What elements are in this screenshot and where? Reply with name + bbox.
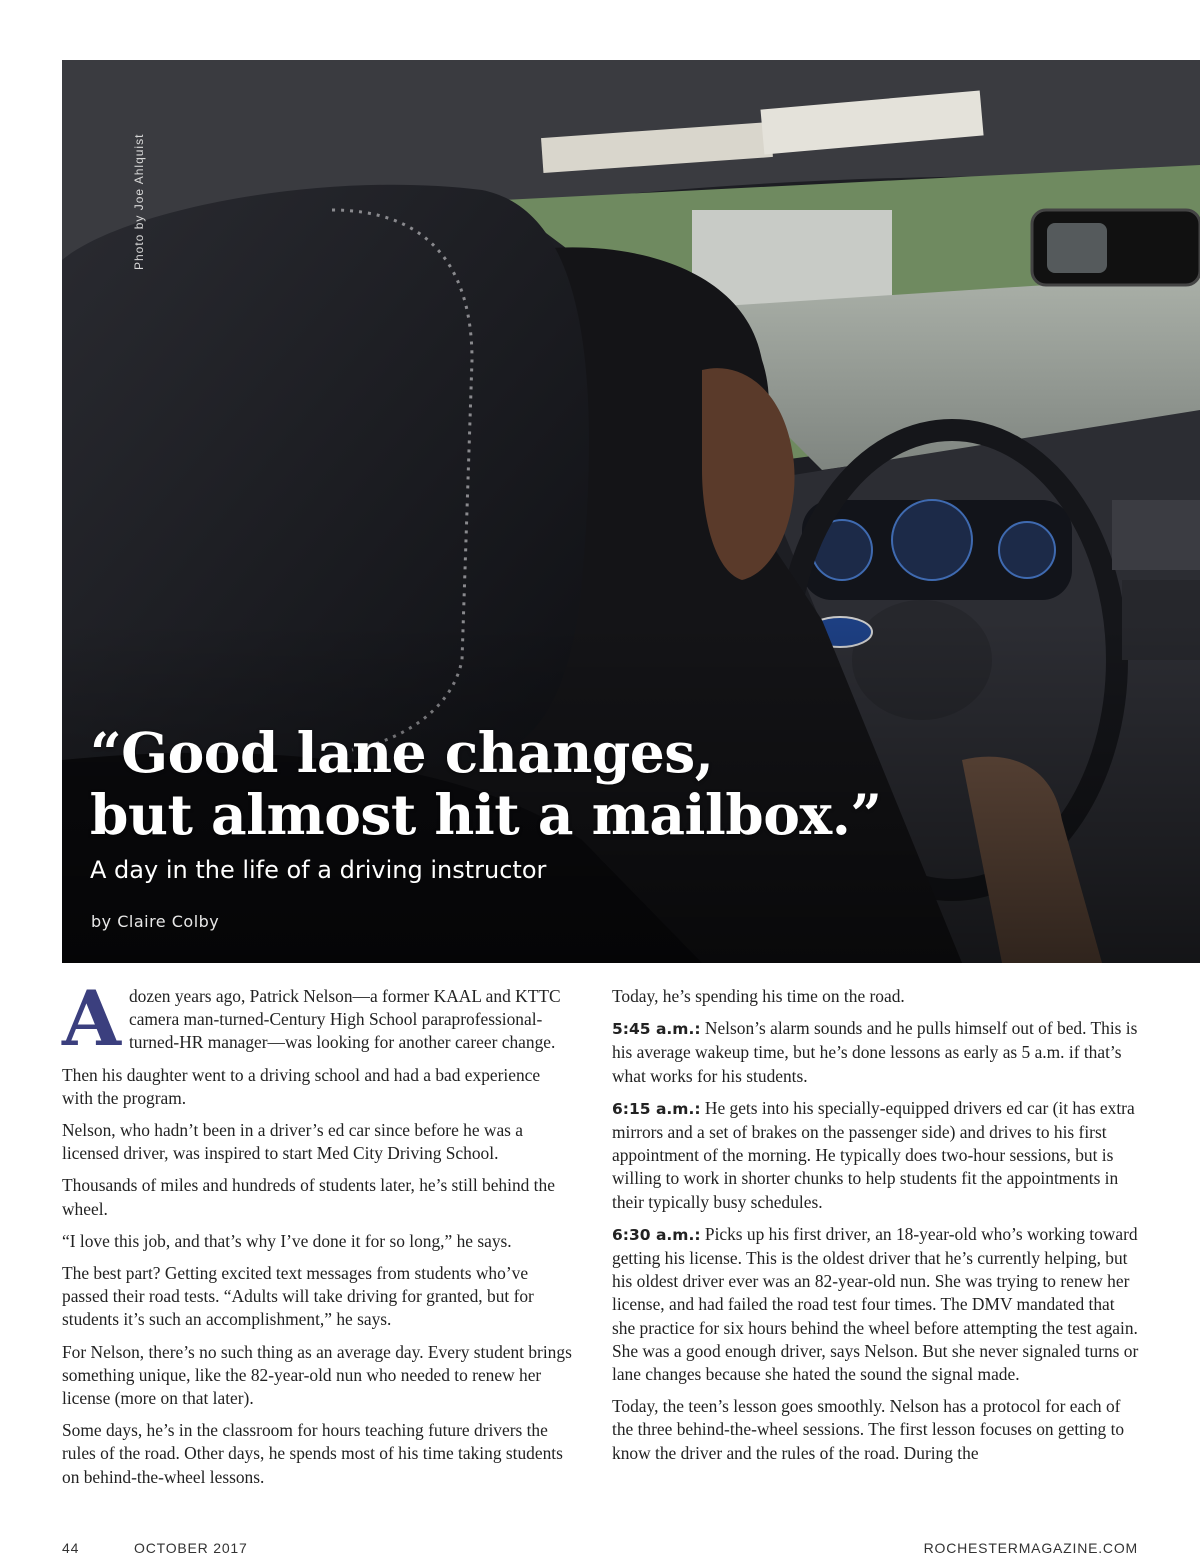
subhead: A day in the life of a driving instructor — [90, 856, 547, 884]
timestamp: 6:30 a.m.: — [612, 1225, 701, 1244]
photo-credit: Photo by Joe Ahlquist — [132, 133, 146, 270]
headline-line-2: but almost hit a mailbox.” — [90, 782, 882, 847]
paragraph: Today, he’s spending his time on the road. — [612, 986, 905, 1006]
headline — [90, 722, 1040, 846]
timestamp: 5:45 a.m.: — [612, 1020, 701, 1039]
paragraph: A dozen years ago, Patrick Nelson—a former KAAL and KTTC camera man-turned-Century High School paraprofessional-turned-HR manager—was looking for another career change. — [62, 974, 561, 1063]
paragraph: Thousands of miles and hundreds of students later, he’s still behind the wheel. — [62, 1175, 555, 1219]
paragraph: Today, the teen’s lesson goes smoothly. Nelson has a protocol for each of the three behind-the-wheel sessions. The first lesson focuses on getting to know the driver and the rules of the road. During the — [612, 1396, 1125, 1463]
drop-cap: A — [62, 974, 121, 1063]
timestamp: 6:15 a.m.: — [612, 1099, 701, 1118]
paragraph: “I love this job, and that’s why I’ve done it for so long,” he says. — [62, 1230, 512, 1251]
timeline-entry: 5:45 a.m.: Nelson’s alarm sounds and he pulls himself out of bed. This is his average wakeup time, but he’s done lessons as early as 5 a.m. if that’s what works for his students. — [612, 1018, 1138, 1086]
issue-date: OCTOBER 2017 — [134, 1540, 248, 1556]
paragraph: Then his daughter went to a driving school and had a bad experience with the program. — [62, 1064, 541, 1108]
paragraph: Some days, he’s in the classroom for hours teaching future drivers the rules of the road. Other days, he spends most of his time taking students on behind-the-wheel lessons. — [62, 1420, 563, 1487]
website-url: ROCHESTERMAGAZINE.COM — [923, 1540, 1138, 1556]
article-column-right — [612, 985, 1140, 1474]
paragraph: For Nelson, there’s no such thing as an average day. Every student brings something unique, like the 82-year-old nun who needed to renew her license (more on that later). — [62, 1341, 572, 1409]
headline-line-1: “Good lane changes, — [90, 720, 714, 785]
byline: by Claire Colby — [91, 912, 220, 931]
paragraph: Nelson, who hadn’t been in a driver’s ed car since before he was a licensed driver, was inspired to start Med City Driving School. — [62, 1120, 524, 1164]
timeline-entry: 6:15 a.m.: He gets into his specially-equipped drivers ed car (it has extra mirrors and a set of brakes on the passenger side) and drives to his first appointment of the morning. He typically does two-hour sessions, but is willing to work in shorter chunks to help students fit the appointments in their typically busy schedules. — [612, 1097, 1135, 1212]
article-column-left — [62, 974, 572, 1498]
timeline-entry: 6:30 a.m.: Picks up his first driver, an 18-year-old who’s working toward getting his license. This is the oldest driver that he’s currently helping, but his oldest driver ever was an 82-year-old nun. She was trying to renew her license, and had failed the road test four times. The DMV mandated that she practice for six hours behind the wheel before attempting the test again. She was a good enough driver, says Nelson. But she never signaled turns or lane changes because she hated the sound the signal made. — [612, 1223, 1139, 1385]
paragraph: The best part? Getting excited text messages from students who’ve passed their road tests. “Adults will take driving for granted, but for students it’s such an accomplishment,” he says. — [62, 1263, 534, 1330]
page-number: 44 — [62, 1540, 80, 1556]
